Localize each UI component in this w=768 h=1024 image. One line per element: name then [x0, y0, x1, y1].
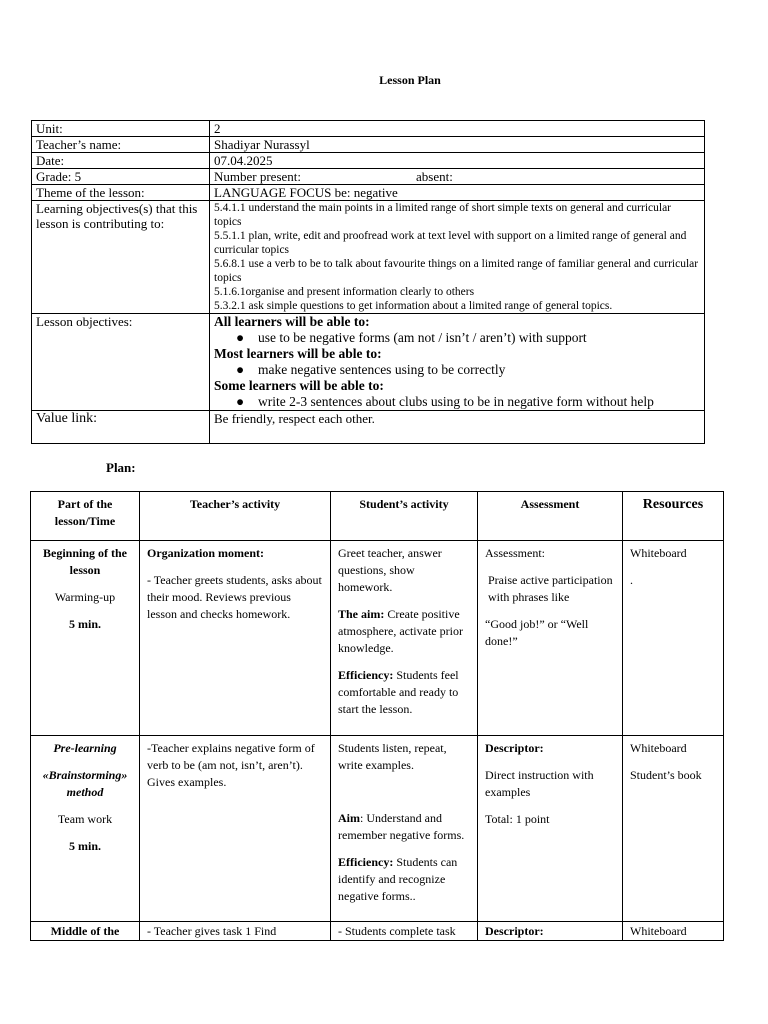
most-learners-item: [214, 362, 700, 378]
unit-row: [32, 121, 705, 137]
theme-value: LANGUAGE FOCUS be: negative: [210, 185, 705, 201]
date-value: 07.04.2025: [210, 153, 705, 169]
spacer: [338, 596, 470, 606]
part-time: 5 min.: [68, 617, 101, 631]
objective-item: 5.6.8.1 use a verb to be to talk about favourite things on a limited range of familiar general and curricular topics: [214, 258, 699, 284]
resource-item: Whiteboard: [623, 922, 724, 941]
most-learners-text: make negative sentences using to be correctly: [258, 362, 506, 377]
plan-table: [30, 491, 724, 941]
bullet-icon: ●: [236, 330, 245, 345]
spacer: [485, 606, 615, 616]
efficiency-text: Students can identify and recognize negative forms..: [338, 855, 458, 903]
grade-label: Grade: 5: [32, 169, 210, 185]
plan-row-middle: [31, 922, 724, 941]
teacher-text: - Teacher gives task 1 Find: [140, 922, 331, 941]
student-cell: [331, 541, 478, 736]
learning-objectives-row: [32, 201, 705, 314]
plan-row-beginning: [31, 541, 724, 736]
resource-item: Whiteboard: [630, 546, 687, 560]
date-label: Date:: [32, 153, 210, 169]
teacher-cell: [140, 541, 331, 736]
spacer: [630, 757, 716, 767]
student-efficiency: [338, 854, 470, 905]
all-learners-heading: All learners will be able to:: [214, 314, 370, 329]
spacer: [38, 579, 132, 589]
spacer: [338, 774, 470, 792]
most-learners-heading: Most learners will be able to:: [214, 346, 382, 361]
learning-objectives-label: Learning objectives(s) that this lesson is contributing to:: [32, 201, 210, 314]
spacer: [38, 606, 132, 616]
part-title: Middle of the: [31, 922, 140, 941]
unit-value: 2: [210, 121, 705, 137]
lesson-objectives-row: [32, 314, 705, 411]
part-subtitle: Warming-up: [54, 590, 116, 604]
descriptor-title: Descriptor:: [478, 922, 623, 941]
spacer: [485, 562, 615, 572]
header-student: Student’s activity: [331, 492, 478, 541]
part-subtitle: Team work: [57, 812, 113, 826]
student-text: - Students complete task: [331, 922, 478, 941]
value-link-label: Value link:: [32, 411, 210, 444]
teacher-label: Teacher’s name:: [32, 137, 210, 153]
some-learners-text: write 2-3 sentences about clubs using to be in negative form without help: [258, 394, 654, 409]
part-time: 5 min.: [68, 839, 101, 853]
spacer: [338, 792, 470, 810]
spacer: [38, 757, 132, 767]
value-link-row: [32, 411, 705, 444]
teacher-value: Shadiyar Nurassyl: [210, 137, 705, 153]
objective-item: 5.5.1.1 plan, write, edit and proofread work at text level with support on a limited range of general and curricular topics: [214, 230, 687, 256]
document-title: Lesson Plan: [379, 73, 441, 87]
teacher-row: [32, 137, 705, 153]
all-learners-item: [214, 330, 700, 346]
resource-dot: .: [630, 573, 633, 587]
teacher-text: - Teacher greets students, asks about their mood. Reviews previous lesson and checks homework.: [147, 573, 322, 621]
lesson-objectives-label: Lesson objectives:: [32, 314, 210, 411]
teacher-text: -Teacher explains negative form of verb to be (am not, isn’t, aren’t). Gives examples.: [147, 741, 315, 789]
student-text: Students listen, repeat, write examples.: [338, 741, 447, 772]
plan-heading: Plan:: [106, 460, 136, 475]
spacer: [485, 801, 615, 811]
spacer: [485, 757, 615, 767]
efficiency-label: Efficiency:: [338, 855, 394, 869]
bullet-icon: ●: [236, 362, 245, 377]
theme-label: Theme of the lesson:: [32, 185, 210, 201]
spacer: [38, 801, 132, 811]
resource-item: Whiteboard: [630, 741, 687, 755]
part-cell: [31, 736, 140, 922]
spacer: [338, 657, 470, 667]
assessment-title: Assessment:: [485, 546, 545, 560]
attendance-cell: [210, 169, 705, 185]
assessment-quote: “Good job!” or “Well done!”: [485, 617, 589, 648]
aim-text: Create positive atmosphere, activate prior knowledge.: [338, 607, 463, 655]
resource-item: Student’s book: [630, 768, 702, 782]
aim-label: The aim:: [338, 607, 385, 621]
absent-label: absent:: [416, 169, 453, 184]
some-learners-heading: Some learners will be able to:: [214, 378, 384, 393]
plan-row-pre-learning: [31, 736, 724, 922]
spacer: [38, 828, 132, 838]
resources-cell: [623, 541, 724, 736]
date-row: [32, 153, 705, 169]
efficiency-label: Efficiency:: [338, 668, 394, 682]
part-cell: [31, 541, 140, 736]
student-aim: [338, 606, 470, 657]
objective-item: 5.4.1.1 understand the main points in a limited range of short simple texts on general and curricular topics: [214, 202, 672, 228]
efficiency-text: Students feel comfortable and ready to start the lesson.: [338, 668, 459, 716]
spacer: [147, 562, 323, 572]
assessment-cell: [478, 541, 623, 736]
teacher-title: Organization moment:: [147, 546, 264, 560]
student-cell: [331, 736, 478, 922]
descriptor-total: Total: 1 point: [485, 812, 550, 826]
teacher-cell: [140, 736, 331, 922]
lesson-info-table: [31, 120, 705, 444]
assessment-cell: [478, 736, 623, 922]
header-assessment: Assessment: [478, 492, 623, 541]
header-part: Part of the lesson/Time: [31, 492, 140, 541]
header-resources: Resources: [623, 492, 724, 541]
descriptor-text: Direct instruction with examples: [485, 768, 594, 799]
part-title: Beginning of the lesson: [42, 546, 127, 577]
unit-label: Unit:: [32, 121, 210, 137]
part-method: «Brainstorming» method: [42, 768, 128, 799]
assessment-text: Praise active participation with phrases like: [488, 573, 613, 604]
learning-objectives-list: [210, 201, 705, 314]
plan-header-row: [31, 492, 724, 541]
bullet-icon: ●: [236, 394, 245, 409]
objective-item: 5.1.6.1organise and present information clearly to others: [214, 286, 475, 298]
lesson-objectives-content: [210, 314, 705, 411]
student-efficiency: [338, 667, 470, 718]
grade-row: [32, 169, 705, 185]
spacer: [338, 844, 470, 854]
aim-text: : Understand and remember negative forms.: [338, 811, 465, 842]
student-text: Greet teacher, answer questions, show homework.: [338, 546, 442, 594]
value-link-value: Be friendly, respect each other.: [210, 411, 705, 444]
header-teacher: Teacher’s activity: [140, 492, 331, 541]
all-learners-text: use to be negative forms (am not / isn’t / aren’t) with support: [258, 330, 587, 345]
number-present-label: Number present:: [214, 169, 302, 184]
part-title: Pre-learning: [53, 741, 117, 755]
descriptor-title: Descriptor:: [485, 741, 544, 755]
spacer: [630, 562, 716, 572]
resources-cell: [623, 736, 724, 922]
student-aim: [338, 810, 470, 844]
aim-label: Aim: [338, 811, 360, 825]
some-learners-item: [214, 394, 700, 410]
theme-row: [32, 185, 705, 201]
objective-item: 5.3.2.1 ask simple questions to get information about a limited range of general topics.: [214, 300, 613, 312]
